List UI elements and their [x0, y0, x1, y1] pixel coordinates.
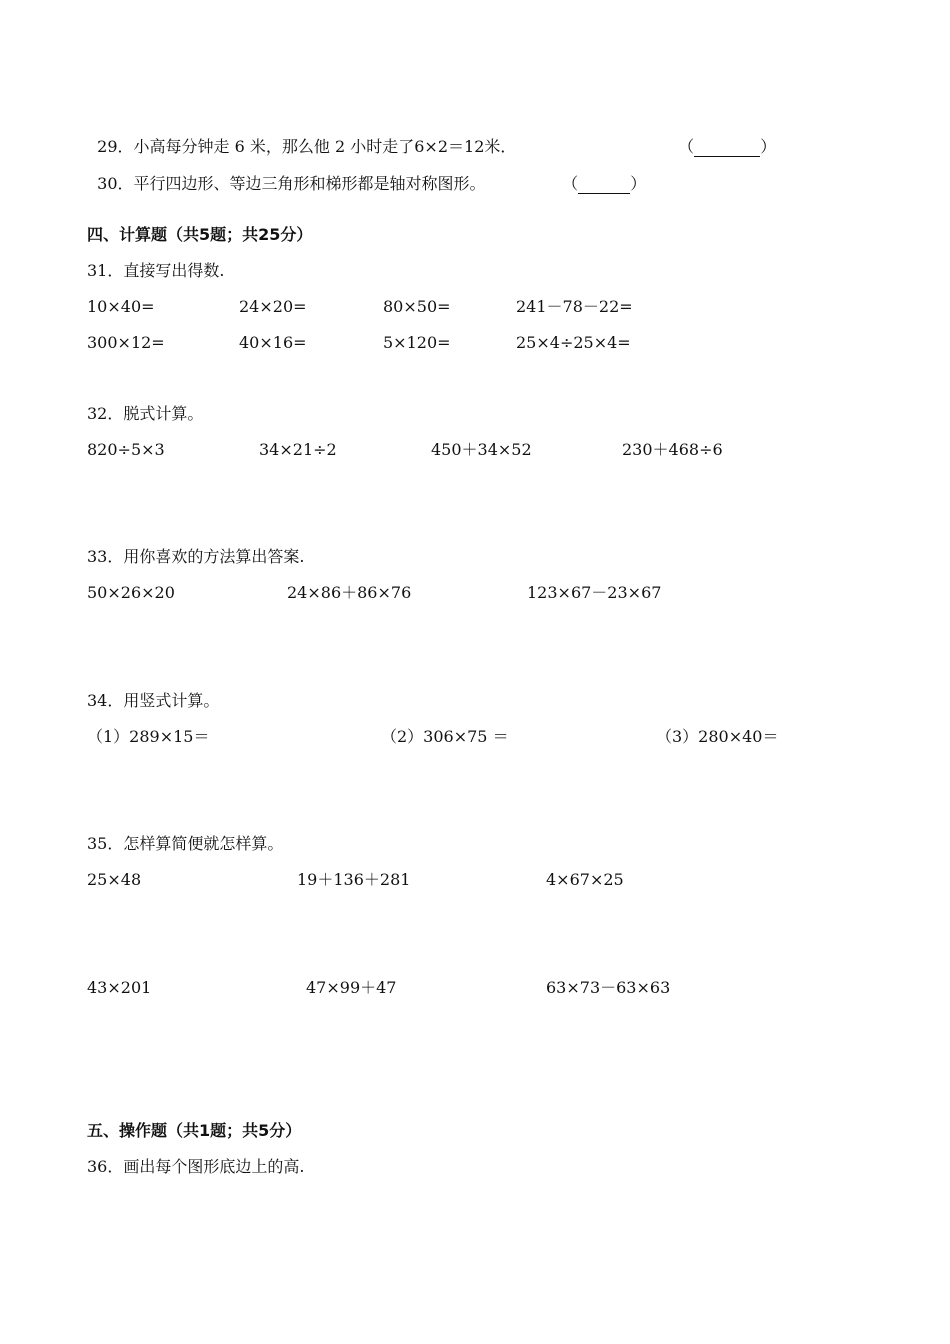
question-30: [87, 154, 486, 194]
expression: （2）306×75 ＝: [381, 727, 509, 746]
expression: 40×16=: [239, 333, 307, 352]
answer-blank-30[interactable]: [552, 154, 646, 194]
expression: 5×120=: [383, 333, 451, 352]
expression: 50×26×20: [87, 583, 175, 602]
question-text: 平行四边形、等边三角形和梯形都是轴对称图形。: [133, 174, 486, 193]
question-33-title: 33．用你喜欢的方法算出答案.: [87, 547, 305, 566]
section-heading-4: 四、计算题（共5题；共25分）: [87, 225, 313, 244]
blank-line: [694, 142, 760, 157]
expression: 820÷5×3: [87, 440, 165, 459]
question-31-title: 31．直接写出得数.: [87, 261, 225, 280]
expression: 25×48: [87, 870, 142, 889]
expression: 10×40=: [87, 297, 155, 316]
question-number: 30．: [97, 174, 134, 193]
question-text: 小高每分钟走 6 米，那么他 2 小时走了6×2＝12米．: [133, 137, 517, 156]
question-29: [87, 117, 516, 157]
question-number: 29．: [97, 137, 134, 156]
answer-blank-29[interactable]: [668, 117, 776, 157]
expression: 34×21÷2: [259, 440, 337, 459]
expression: 450＋34×52: [431, 440, 532, 459]
expression: 300×12=: [87, 333, 165, 352]
question-32-title: 32．脱式计算。: [87, 404, 204, 423]
paren-open: （: [678, 137, 695, 156]
paren-open: （: [562, 174, 579, 193]
expression: （1）289×15＝: [87, 727, 210, 746]
expression: 123×67－23×67: [527, 583, 662, 602]
expression: 230＋468÷6: [622, 440, 723, 459]
paren-close: ）: [760, 137, 777, 156]
expression: 43×201: [87, 978, 152, 997]
expression: 24×86＋86×76: [287, 583, 412, 602]
section-heading-5: 五、操作题（共1题；共5分）: [87, 1121, 302, 1140]
expression: 47×99＋47: [306, 978, 397, 997]
expression: 63×73－63×63: [546, 978, 671, 997]
expression: 241－78－22=: [516, 297, 633, 316]
expression: 80×50=: [383, 297, 451, 316]
paren-close: ）: [630, 174, 647, 193]
expression: 4×67×25: [546, 870, 624, 889]
question-36-title: 36．画出每个图形底边上的高.: [87, 1157, 305, 1176]
question-35-title: 35．怎样算简便就怎样算。: [87, 834, 284, 853]
expression: 24×20=: [239, 297, 307, 316]
expression: 19＋136＋281: [297, 870, 411, 889]
expression: 25×4÷25×4=: [516, 333, 631, 352]
question-34-title: 34．用竖式计算。: [87, 691, 220, 710]
blank-line: [578, 179, 630, 194]
expression: （3）280×40＝: [656, 727, 779, 746]
